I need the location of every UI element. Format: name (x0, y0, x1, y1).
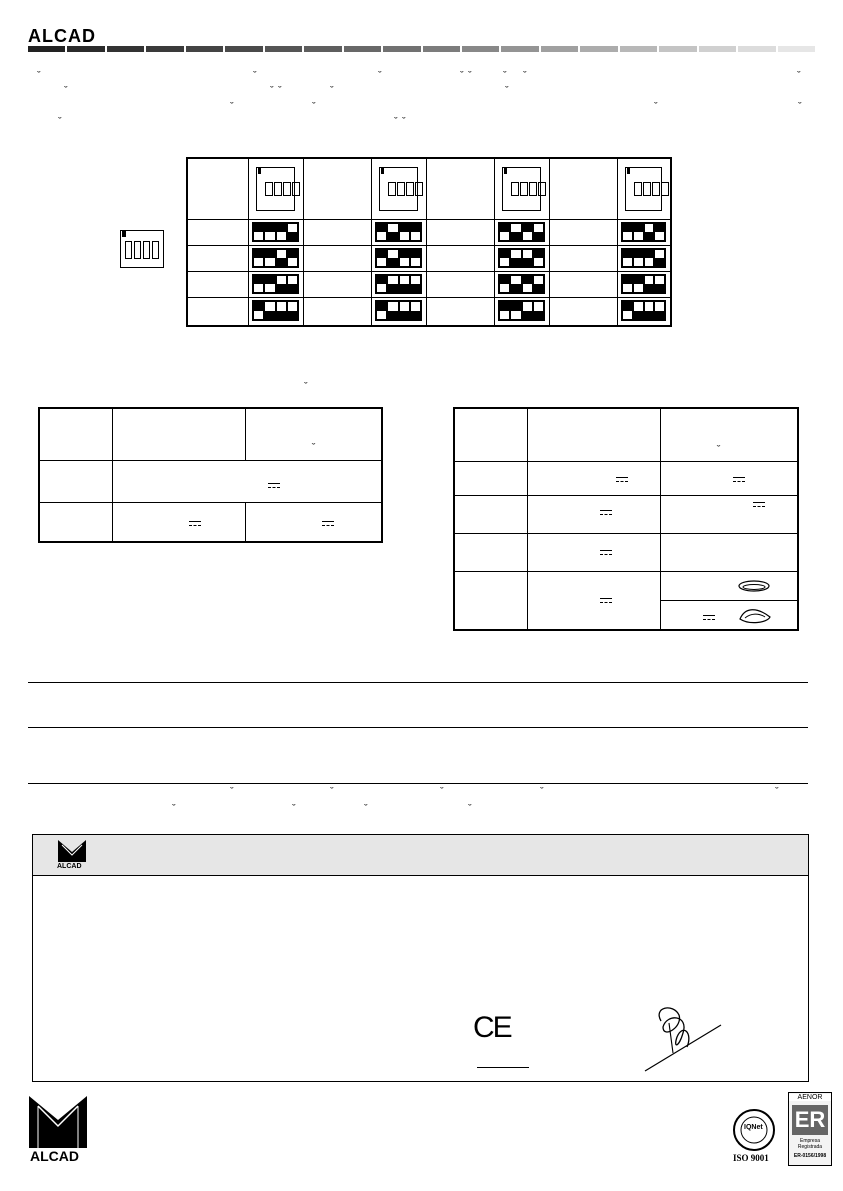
dip-switch-lever (387, 223, 398, 241)
accent-mark: ˇ (37, 70, 41, 82)
iqnet-label: IQNet (744, 1124, 763, 1131)
dip-switch-lever (399, 275, 410, 293)
dip-switch-diagram (252, 300, 299, 321)
er-mark: ER (792, 1105, 828, 1135)
dip-switch-lever (410, 275, 421, 293)
dip-switch-lever (499, 301, 510, 320)
spec-right-row4-label (454, 571, 527, 630)
spec-right-row4-value2a (660, 571, 798, 600)
accent-mark: ˇ (330, 786, 334, 798)
dip-switch-diagram (375, 300, 422, 321)
dip-switch-table (186, 157, 672, 327)
dip-switch-lever (644, 223, 655, 241)
dip-switch-lever (654, 301, 665, 320)
dip-switch-lever (376, 301, 387, 320)
dip-switch-lever (264, 223, 275, 241)
spec-right-row2-value1 (527, 495, 660, 533)
dip-switch-lever (276, 301, 287, 320)
dip-switch-diagram (621, 222, 666, 242)
dip-switch-lever (510, 275, 521, 293)
declaration-of-conformity (32, 834, 809, 1082)
accent-mark: ˇ (503, 70, 507, 82)
dip-switch-legend (120, 230, 164, 268)
dip-switch-lever (654, 249, 665, 267)
spec-left-header-1 (39, 408, 112, 460)
accent-mark: ˇ (58, 116, 62, 128)
spec-right-row1-label (454, 461, 527, 495)
dip-switch-diagram (375, 274, 422, 294)
spec-left-row2-value2 (245, 502, 382, 542)
dip-switch-diagram (498, 300, 545, 321)
dip-switch-lever (654, 275, 665, 293)
dip-switch-lever (387, 275, 398, 293)
header-bar-segment (778, 46, 815, 52)
dip-switch-lever (376, 275, 387, 293)
dip-switch-lever (264, 249, 275, 267)
dip-switch-diagram (621, 248, 666, 268)
spec-table-right (453, 407, 799, 631)
dip-switch-diagram (498, 222, 545, 242)
dip-switch-lever (633, 275, 644, 293)
spec-right-header-1 (454, 408, 527, 461)
alcad-logo-icon (57, 837, 87, 863)
dip-switch-lever (622, 249, 633, 267)
header-bar-segment (541, 46, 578, 52)
dip-switch-lever (533, 275, 544, 293)
dip-switch-lever (499, 223, 510, 241)
accent-mark: ˇ (330, 85, 334, 97)
accent-mark: ˇ (402, 116, 406, 128)
header-bar-segment (423, 46, 460, 52)
accent-mark: ˇ (394, 116, 398, 128)
dip-switch-lever (410, 249, 421, 267)
dip-switch-lever (287, 223, 298, 241)
spec-left-row1-value (112, 460, 382, 502)
dip-switch-lever (654, 223, 665, 241)
alcad-footer-logo-icon (28, 1090, 88, 1150)
header-bar-segment (620, 46, 657, 52)
dip-switch-lever (510, 223, 521, 241)
accent-mark: ˇ (540, 786, 544, 798)
dip-switch-lever (622, 223, 633, 241)
header-color-bar (28, 46, 815, 52)
dip-switch-lever (410, 301, 421, 320)
accent-mark: ˇ (378, 70, 382, 82)
dip-switch-lever (522, 301, 533, 320)
dip-switch-lever (622, 275, 633, 293)
dip-switch-lever (510, 301, 521, 320)
accent-mark: ˇ (64, 85, 68, 97)
spec-right-row2-label (454, 495, 527, 533)
dip-switch-diagram (498, 274, 545, 294)
dip-switch-lever (276, 223, 287, 241)
header-bar-segment (265, 46, 302, 52)
divider-1 (28, 682, 808, 683)
accent-mark: ˇ (230, 101, 234, 113)
header-bar-segment (699, 46, 736, 52)
dip-switch-lever (633, 223, 644, 241)
accent-mark: ˇ (253, 70, 257, 82)
signature-line (477, 1067, 529, 1068)
note-accent: ˇ (304, 381, 308, 393)
empresa-label: Empresa Registrada (797, 1138, 823, 1150)
header-bar-segment (146, 46, 183, 52)
aenor-certification (788, 1092, 832, 1166)
dip-switch-diagram (252, 274, 299, 294)
dip-switch-lever (633, 249, 644, 267)
dip-switch-diagram (375, 248, 422, 268)
header-bar-segment (67, 46, 104, 52)
dip-switch-lever (399, 223, 410, 241)
header-bar-segment (186, 46, 223, 52)
ce-mark: CE (473, 1011, 511, 1044)
dip-switch-lever (125, 241, 132, 259)
dip-switch-lever (276, 275, 287, 293)
dip-switch-lever (399, 249, 410, 267)
header-bar-segment (738, 46, 775, 52)
spec-right-row1-value1 (527, 461, 660, 495)
spec-right-row3-value2 (660, 533, 798, 571)
dip-switch-lever (287, 275, 298, 293)
header-bar-segment (659, 46, 696, 52)
dip-switch-lever (622, 301, 633, 320)
dip-switch-diagram (621, 274, 666, 294)
spec-right-row3-value1 (527, 533, 660, 571)
dip-switch-header-diagram (502, 167, 541, 211)
flat-cable-icon (737, 578, 771, 594)
iso-label: ISO 9001 (733, 1153, 769, 1163)
dip-switch-lever (644, 249, 655, 267)
dip-switch-header-diagram (379, 167, 418, 211)
spec-right-row4-value2b (660, 600, 798, 630)
divider-2 (28, 727, 808, 728)
dip-switch-lever (522, 275, 533, 293)
accent-mark: ˇ (460, 70, 464, 82)
accent-mark: ˇ (172, 803, 176, 815)
er-code: ER-0156/1998 (793, 1153, 827, 1159)
aenor-label: AENOR (789, 1094, 831, 1101)
spec-right-row2-value2 (660, 495, 798, 533)
accent-mark: ˇ (523, 70, 527, 82)
dip-switch-lever (276, 249, 287, 267)
dip-switch-lever (533, 249, 544, 267)
dip-switch-lever (499, 275, 510, 293)
dip-switch-lever (633, 301, 644, 320)
accent-mark: ˇ (798, 101, 802, 113)
header-bar-segment (580, 46, 617, 52)
dip-switch-lever (533, 301, 544, 320)
spec-right-header-2 (527, 408, 660, 461)
dip-switch-lever (253, 275, 264, 293)
dip-switch-lever (253, 301, 264, 320)
brand-logo: ALCAD (28, 26, 96, 46)
accent-mark: ˇ (270, 85, 274, 97)
accent-mark: ˇ (505, 85, 509, 97)
spec-table-left (38, 407, 383, 543)
spec-right-row4-value1 (527, 571, 660, 630)
dip-switch-lever (387, 249, 398, 267)
dip-switch-lever (644, 275, 655, 293)
dip-switch-lever (376, 223, 387, 241)
footer-brand: ALCAD (30, 1148, 79, 1164)
accent-mark: ˇ (364, 803, 368, 815)
dip-switch-lever (644, 301, 655, 320)
header-bar-segment (383, 46, 420, 52)
accent-mark: ˇ (468, 70, 472, 82)
declaration-header (33, 835, 808, 876)
spec-left-header-2 (112, 408, 245, 460)
dip-switch-lever (287, 249, 298, 267)
accent-mark: ˇ (292, 803, 296, 815)
signature-image (633, 1003, 723, 1073)
dip-switch-lever (253, 249, 264, 267)
dip-switch-lever (533, 223, 544, 241)
twisted-cable-icon (737, 605, 773, 627)
dip-switch-diagram (252, 248, 299, 268)
dip-switch-diagram (375, 222, 422, 242)
divider-3 (28, 783, 808, 784)
accent-mark: ˇ (654, 101, 658, 113)
dip-switch-diagram (252, 222, 299, 242)
dip-switch-lever (499, 249, 510, 267)
accent-mark: ˇ (230, 786, 234, 798)
spec-right-header-3: ˇ (660, 408, 798, 461)
accent-mark: ˇ (278, 85, 282, 97)
dip-switch-lever (264, 275, 275, 293)
header-bar-segment (344, 46, 381, 52)
dip-switch-lever (376, 249, 387, 267)
dip-switch-lever (253, 223, 264, 241)
dip-switch-lever (134, 241, 141, 259)
spec-right-row1-value2 (660, 461, 798, 495)
spec-left-row2-label (39, 502, 112, 542)
dip-switch-diagram (621, 300, 666, 321)
dip-switch-lever (143, 241, 150, 259)
spec-left-row1-label (39, 460, 112, 502)
header-bar-segment (501, 46, 538, 52)
dip-switch-lever (522, 223, 533, 241)
spec-left-header-3: ˇ (245, 408, 382, 460)
dip-switch-lever (387, 301, 398, 320)
spec-right-row3-label (454, 533, 527, 571)
header-bar-segment (28, 46, 65, 52)
header-bar-segment (304, 46, 341, 52)
dip-switch-lever (287, 301, 298, 320)
accent-mark: ˇ (440, 786, 444, 798)
accent-mark: ˇ (775, 786, 779, 798)
dip-switch-lever (152, 241, 159, 259)
header-bar-segment (225, 46, 262, 52)
accent-mark: ˇ (468, 803, 472, 815)
dip-switch-diagram (498, 248, 545, 268)
dip-switch-lever (399, 301, 410, 320)
declaration-logo-text: ALCAD (57, 863, 82, 870)
accent-mark: ˇ (312, 101, 316, 113)
dip-switch-lever (522, 249, 533, 267)
dip-switch-header-diagram (256, 167, 295, 211)
header-bar-segment (107, 46, 144, 52)
header-bar-segment (462, 46, 499, 52)
spec-left-row2-value1 (112, 502, 245, 542)
dip-switch-lever (410, 223, 421, 241)
accent-mark: ˇ (797, 70, 801, 82)
dip-switch-header-diagram (625, 167, 662, 211)
dip-switch-lever (510, 249, 521, 267)
dip-switch-lever (264, 301, 275, 320)
